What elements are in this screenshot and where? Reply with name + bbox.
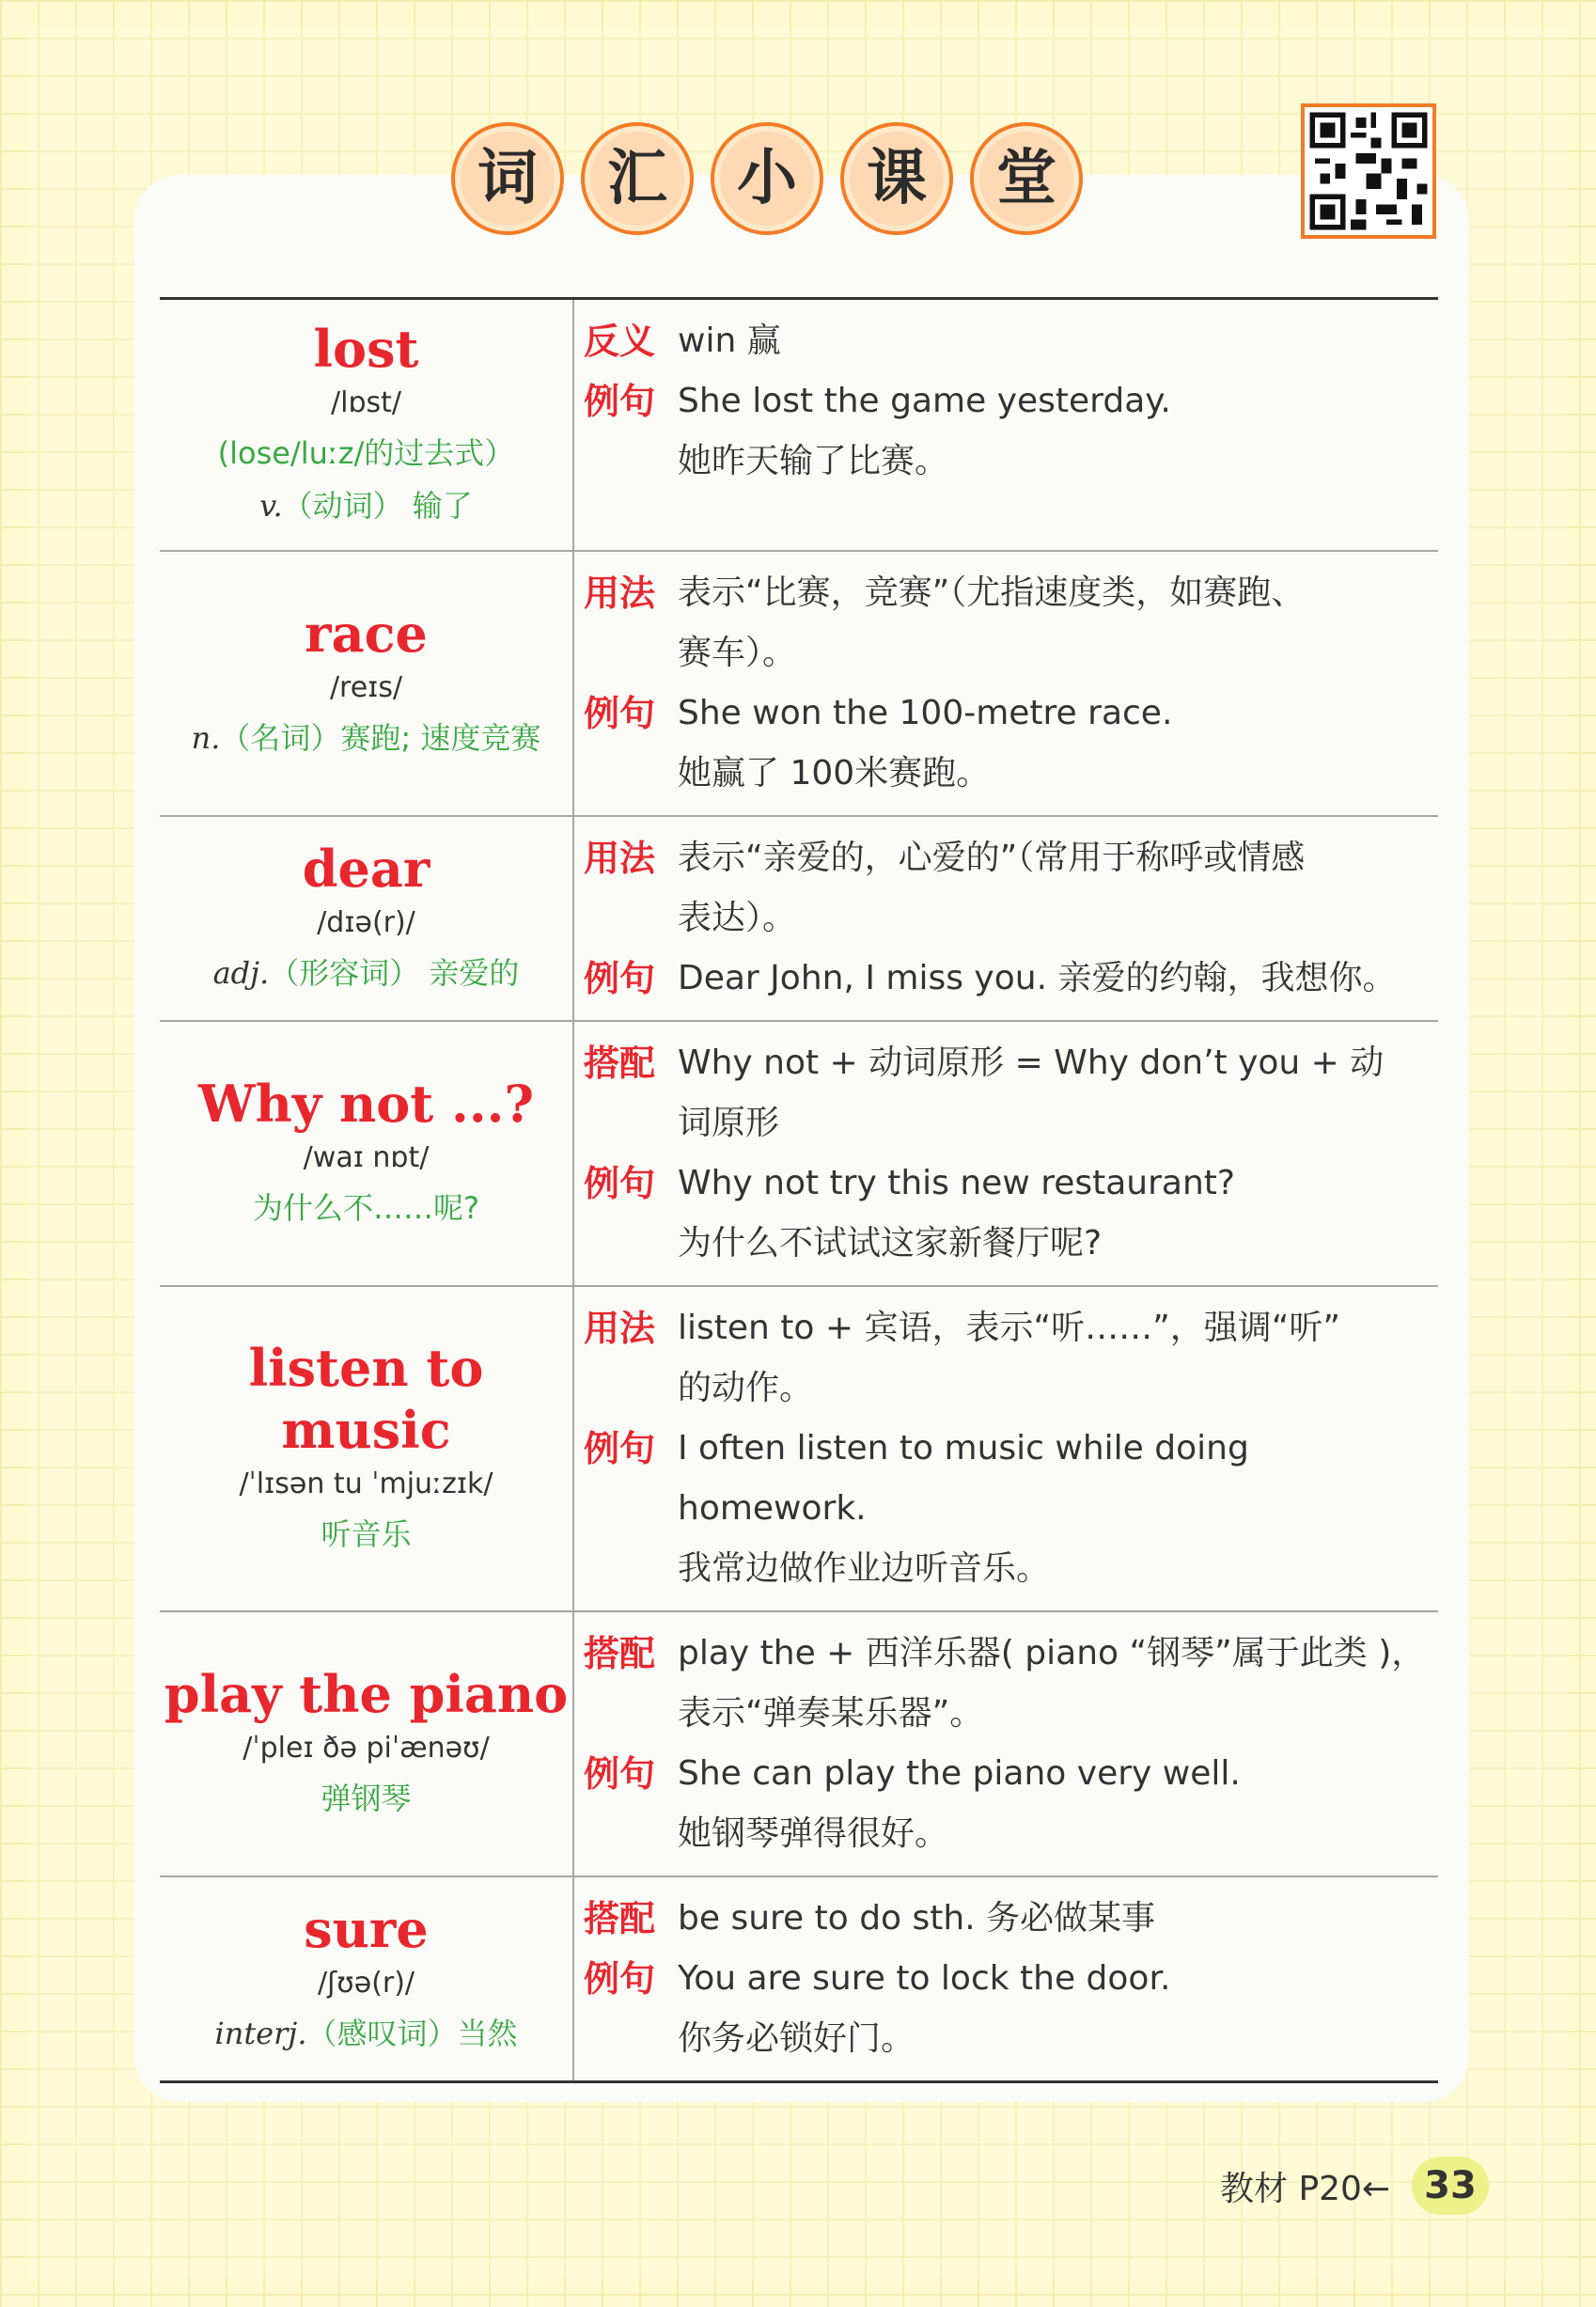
meaning-text: 听音乐 <box>321 1515 412 1552</box>
vocab-row <box>160 1876 1438 2082</box>
definition-line <box>584 1214 1438 1274</box>
phonetic: /ˈlɪsən tu ˈmjuːzɪk/ <box>239 1467 493 1500</box>
vocab-row <box>160 1611 1438 1876</box>
word-meaning <box>160 479 572 532</box>
line-text: I often listen to music while doing homework. <box>678 1428 1249 1528</box>
definition-line <box>584 1949 1438 2009</box>
line-label: 例句 <box>584 1752 656 1795</box>
vocab-row <box>160 1021 1438 1286</box>
vocab-word: lost <box>313 318 419 379</box>
page-number: 33 <box>1412 2157 1489 2215</box>
definition-line <box>584 949 1438 1009</box>
line-label: 搭配 <box>584 1042 656 1084</box>
meaning-text: （动词） 输了 <box>282 487 473 524</box>
definition-line <box>584 1624 1438 1684</box>
line-text: 我常边做作业边听音乐。 <box>678 1548 1051 1588</box>
vocab-word: dear <box>302 838 430 899</box>
definition-line <box>584 371 1438 432</box>
meaning-text: 弹钢琴 <box>321 1780 412 1816</box>
line-label: 例句 <box>584 692 656 734</box>
line-text: 词原形 <box>678 1103 780 1142</box>
vocab-row <box>160 551 1438 816</box>
line-text: win 赢 <box>678 322 781 360</box>
vocab-row <box>160 816 1438 1021</box>
word-meaning <box>160 1182 572 1234</box>
definition-cell <box>573 1021 1438 1286</box>
line-label: 搭配 <box>584 1632 656 1674</box>
definition-line <box>584 828 1438 888</box>
definition-line <box>584 1889 1438 1949</box>
line-text: be sure to do sth. 务必做某事 <box>678 1898 1156 1938</box>
part-of-speech: n. <box>191 719 221 756</box>
word-cell <box>160 1021 573 1286</box>
definition-line <box>584 888 1438 949</box>
word-meaning <box>160 2007 572 2060</box>
phonetic: /lɒst/ <box>331 385 401 419</box>
definition-line <box>584 1093 1438 1154</box>
word-cell <box>160 816 573 1021</box>
section-title <box>451 122 1090 244</box>
part-of-speech: v. <box>259 487 283 524</box>
line-label: 例句 <box>584 1162 656 1204</box>
title-char: 词 <box>451 122 564 235</box>
textbook-reference: 教材 P20← <box>1220 2170 1391 2208</box>
line-label: 搭配 <box>584 1897 656 1939</box>
definition-line <box>584 1358 1438 1419</box>
phonetic: /dɪə(r)/ <box>317 905 415 939</box>
line-text: She can play the piano very well. <box>678 1753 1241 1793</box>
line-text: 为什么不试试这家新餐厅呢? <box>678 1223 1103 1263</box>
line-text: She won the 100-metre race. <box>678 693 1173 732</box>
definition-line <box>584 1419 1438 1539</box>
title-char: 堂 <box>970 122 1083 235</box>
line-text: Why not try this new restaurant? <box>678 1163 1236 1202</box>
definition-cell <box>573 551 1438 816</box>
line-text: 表示“比赛，竞赛”（尤指速度类，如赛跑、 <box>678 573 1306 612</box>
line-label: 用法 <box>584 572 656 614</box>
definition-line <box>584 1684 1438 1744</box>
title-char: 小 <box>711 122 823 235</box>
line-text: Dear John, I miss you. 亲爱的约翰，我想你。 <box>678 958 1397 997</box>
vocab-row <box>160 1286 1438 1611</box>
definition-line <box>584 2009 1438 2069</box>
word-cell <box>160 1611 573 1876</box>
vocab-row <box>160 299 1438 551</box>
word-cell <box>160 551 573 816</box>
line-text: 表示“弹奏某乐器”。 <box>678 1693 984 1733</box>
phonetic: /waɪ nɒt/ <box>303 1140 430 1174</box>
line-text: 她钢琴弹得很好。 <box>678 1813 949 1853</box>
vocabulary-table <box>160 297 1438 2083</box>
line-text: 表达）。 <box>678 898 797 937</box>
definition-line <box>584 1033 1438 1093</box>
meaning-text: （名词）赛跑; 速度竞赛 <box>220 719 541 756</box>
definition-cell <box>573 1611 1438 1876</box>
phonetic: /ʃʊə(r)/ <box>317 1966 415 2000</box>
definition-line <box>584 744 1438 804</box>
line-label: 反义 <box>584 321 656 362</box>
line-label: 用法 <box>584 1307 656 1349</box>
word-note: (lose/luːz/的过去式） <box>217 434 515 471</box>
vocab-word: race <box>305 603 428 664</box>
line-label: 例句 <box>584 957 656 999</box>
line-text: 她赢了 100米赛跑。 <box>678 753 991 793</box>
definition-line <box>584 1804 1438 1864</box>
part-of-speech: adj. <box>212 954 270 991</box>
definition-line <box>584 1298 1438 1358</box>
phonetic: /reɪs/ <box>329 670 403 704</box>
line-label: 例句 <box>584 1957 656 2000</box>
title-char: 课 <box>840 122 953 235</box>
line-text: 你务必锁好门。 <box>678 2018 915 2058</box>
line-text: 的动作。 <box>678 1368 814 1407</box>
word-cell <box>160 1876 573 2082</box>
vocab-word: listen to music <box>248 1337 484 1460</box>
line-text: listen to + 宾语，表示“听……”，强调“听” <box>678 1308 1341 1347</box>
vocab-word: Why not ...? <box>197 1073 535 1134</box>
definition-line <box>584 1744 1438 1804</box>
line-label: 例句 <box>584 1427 656 1469</box>
definition-line <box>584 563 1438 623</box>
meaning-text: （形容词） 亲爱的 <box>269 954 520 991</box>
phonetic: /ˈpleɪ ðə piˈænəʊ/ <box>243 1731 490 1765</box>
word-meaning <box>160 1772 572 1825</box>
definition-line <box>584 1539 1438 1599</box>
line-text: 她昨天输了比赛。 <box>678 442 949 480</box>
definition-line <box>584 683 1438 744</box>
line-text: She lost the game yesterday. <box>678 382 1171 420</box>
qr-code-icon[interactable] <box>1301 103 1436 239</box>
definition-cell <box>573 1876 1438 2082</box>
word-meaning <box>160 947 572 999</box>
word-meaning <box>160 1508 572 1561</box>
part-of-speech: interj. <box>214 2015 307 2051</box>
definition-line <box>584 311 1438 371</box>
title-char: 汇 <box>581 122 694 235</box>
vocab-word: play the piano <box>164 1663 569 1724</box>
definition-line <box>584 623 1438 683</box>
definition-line <box>584 432 1438 492</box>
line-text: play the + 西洋乐器( piano “钢琴”属于此类 )， <box>678 1633 1426 1672</box>
definition-line <box>584 1154 1438 1214</box>
line-text: 赛车）。 <box>678 633 797 672</box>
line-label: 用法 <box>584 837 656 879</box>
meaning-text: 为什么不……呢? <box>253 1189 479 1226</box>
definition-cell <box>573 299 1438 551</box>
line-text: Why not + 动词原形 = Why don’t you + 动 <box>678 1043 1385 1082</box>
line-text: You are sure to lock the door. <box>678 1958 1171 1998</box>
word-cell <box>160 1286 573 1611</box>
vocab-word: sure <box>304 1898 429 1959</box>
line-label: 例句 <box>584 381 656 422</box>
definition-cell <box>573 816 1438 1021</box>
meaning-text: （感叹词）当然 <box>306 2015 518 2051</box>
word-meaning <box>160 712 572 764</box>
definition-cell <box>573 1286 1438 1611</box>
line-text: 表示“亲爱的，心爱的”（常用于称呼或情感 <box>678 838 1306 877</box>
word-cell <box>160 299 573 551</box>
